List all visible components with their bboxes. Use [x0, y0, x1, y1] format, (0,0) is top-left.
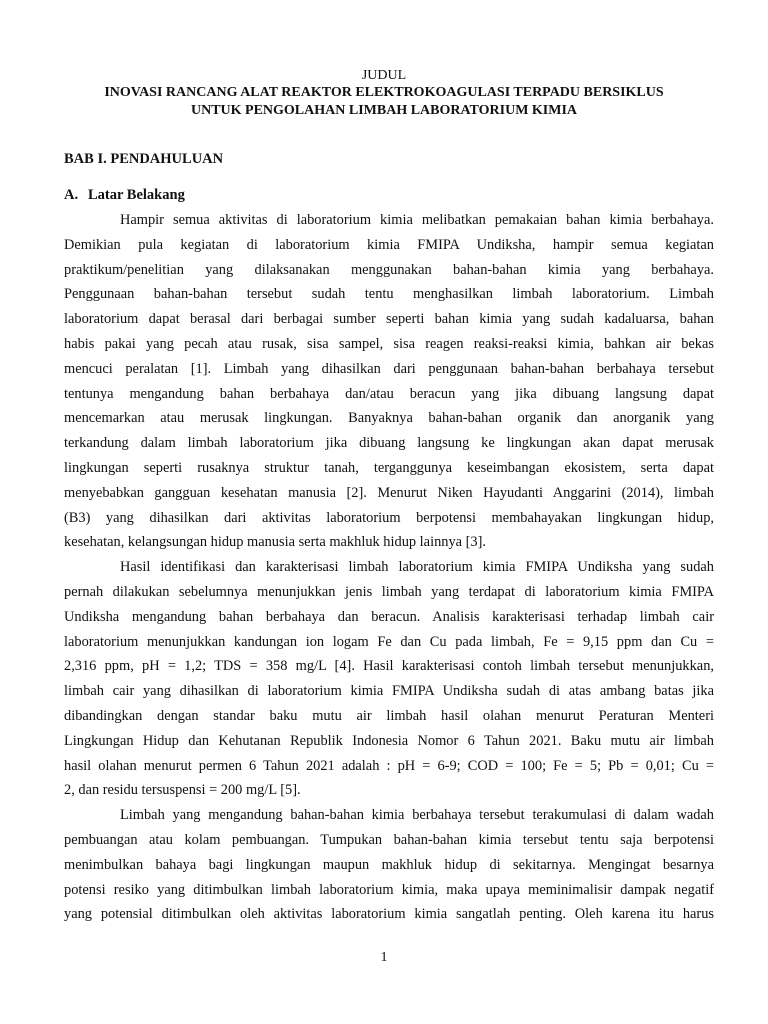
section-heading [64, 186, 185, 204]
paragraph-line: limbah cair yang dihasilkan di laboratorium kimia FMIPA Undiksha sudah di atas ambang batas jika [64, 683, 714, 700]
paragraph-line: Hampir semua aktivitas di laboratorium kimia melibatkan pemakaian bahan kimia berbahaya. [120, 212, 714, 228]
paragraph-line: laboratorium menunjukkan kandungan ion logam Fe dan Cu pada limbah, Fe = 9,15 ppm dan Cu = [64, 633, 714, 650]
paragraph-line: Hasil identifikasi dan karakterisasi limbah laboratorium kimia FMIPA Undiksha yang sudah [120, 559, 714, 576]
paragraph [64, 803, 714, 927]
paragraph-line: Demikian pula kegiatan di laboratorium kimia FMIPA Undiksha, hampir semua kegiatan [64, 236, 714, 253]
heading-label: JUDUL [361, 68, 407, 83]
paragraph-line: habis pakai yang pecah atau rusak, sisa sampel, sisa reagen reaksi-reaksi kimia, bahkan air bekas [64, 335, 714, 352]
section-number: A. [64, 187, 79, 203]
paragraph-line: terkandung dalam limbah laboratorium jika dibuang langsung ke lingkungan akan dapat merusak [64, 435, 714, 452]
paragraph-line: Penggunaan bahan-bahan tersebut sudah tentu menghasilkan limbah laboratorium. Limbah [64, 286, 714, 303]
document-title [62, 84, 706, 120]
paragraph-line: pembuangan atau kolam pembuangan. Tumpukan bahan-bahan kimia tersebut tentu saja berpotensi [64, 831, 714, 848]
paragraph-line: praktikum/penelitian yang dilaksanakan menggunakan bahan-bahan kimia yang berbahaya. [64, 261, 714, 278]
chapter-heading: BAB I. PENDAHULUAN [64, 151, 224, 167]
paragraph [64, 208, 714, 555]
paragraph-line: yang potensial ditimbulkan oleh aktivitas laboratorium kimia sangatlah penting. Oleh karena itu harus [64, 906, 714, 923]
paragraph [64, 555, 714, 803]
paragraph-line: (B3) yang dihasilkan dari aktivitas laboratorium berpotensi membahayakan lingkungan hidup, [64, 509, 714, 526]
paragraph-line: 2,316 ppm, pH = 1,2; TDS = 358 mg/L [4]. Hasil karakterisasi contoh limbah tersebut menunjukkan, [64, 658, 714, 675]
paragraph-line: 2, dan residu tersuspensi = 200 mg/L [5]. [64, 782, 301, 799]
paragraph-line: Limbah yang mengandung bahan-bahan kimia berbahaya tersebut terakumulasi di dalam wadah [120, 807, 714, 824]
page-number: 1 [380, 950, 388, 965]
paragraph-line: hasil olahan menurut permen 6 Tahun 2021 adalah : pH = 6-9; COD = 100; Fe = 5; Pb = 0,01; Cu = [64, 757, 714, 774]
paragraph-line: laboratorium dapat berasal dari berbagai sumber seperti bahan kimia yang sudah kadaluarsa, bahan [64, 311, 714, 328]
section-title: Latar Belakang [88, 187, 185, 203]
paragraph-line: Lingkungan Hidup dan Kehutanan Republik Indonesia Nomor 6 Tahun 2021. Baku mutu air limbah [64, 732, 714, 749]
paragraph-line: menimbulkan bahaya bagi lingkungan maupun makhluk hidup di sekitarnya. Mengingat besarnya [64, 856, 714, 873]
paragraph-line: dibandingkan dengan standar baku mutu air limbah hasil olahan menurut Peraturan Menteri [64, 707, 714, 724]
title-line: UNTUK PENGOLAHAN LIMBAH LABORATORIUM KIMIA [190, 103, 578, 118]
paragraph-line: kesehatan, kelangsungan hidup manusia serta makhluk hidup lainnya [3]. [64, 534, 487, 551]
body-text [64, 208, 714, 927]
paragraph-line: mencuci peralatan [1]. Limbah yang dihasilkan dari penggunaan bahan-bahan berbahaya tersebut [64, 360, 714, 377]
paragraph-line: Undiksha mengandung bahan berbahaya dan beracun. Analisis karakterisasi terhadap limbah cair [64, 608, 714, 625]
paragraph-line: tentunya mengandung bahan berbahaya dan/atau beracun yang jika dibuang langsung dapat [64, 385, 714, 402]
title-line: INOVASI RANCANG ALAT REAKTOR ELEKTROKOAGULASI TERPADU BERSIKLUS [104, 85, 664, 100]
paragraph-line: menyebabkan gangguan kesehatan manusia [2]. Menurut Niken Hayudanti Anggarini (2014), limbah [64, 484, 714, 501]
paragraph-line: mencemarkan atau merusak lingkungan. Banyaknya bahan-bahan organik dan anorganik yang [64, 410, 714, 427]
paragraph-line: potensi resiko yang ditimbulkan limbah laboratorium kimia, maka upaya meminimalisir dampak negatif [64, 881, 714, 898]
paragraph-line: pernah dilakukan sebelumnya menunjukkan jenis limbah yang terdapat di laboratorium kimia FMIPA [64, 583, 714, 600]
paragraph-line: lingkungan seperti rusaknya struktur tanah, terganggunya keseimbangan ekosistem, serta dapat [64, 459, 714, 476]
